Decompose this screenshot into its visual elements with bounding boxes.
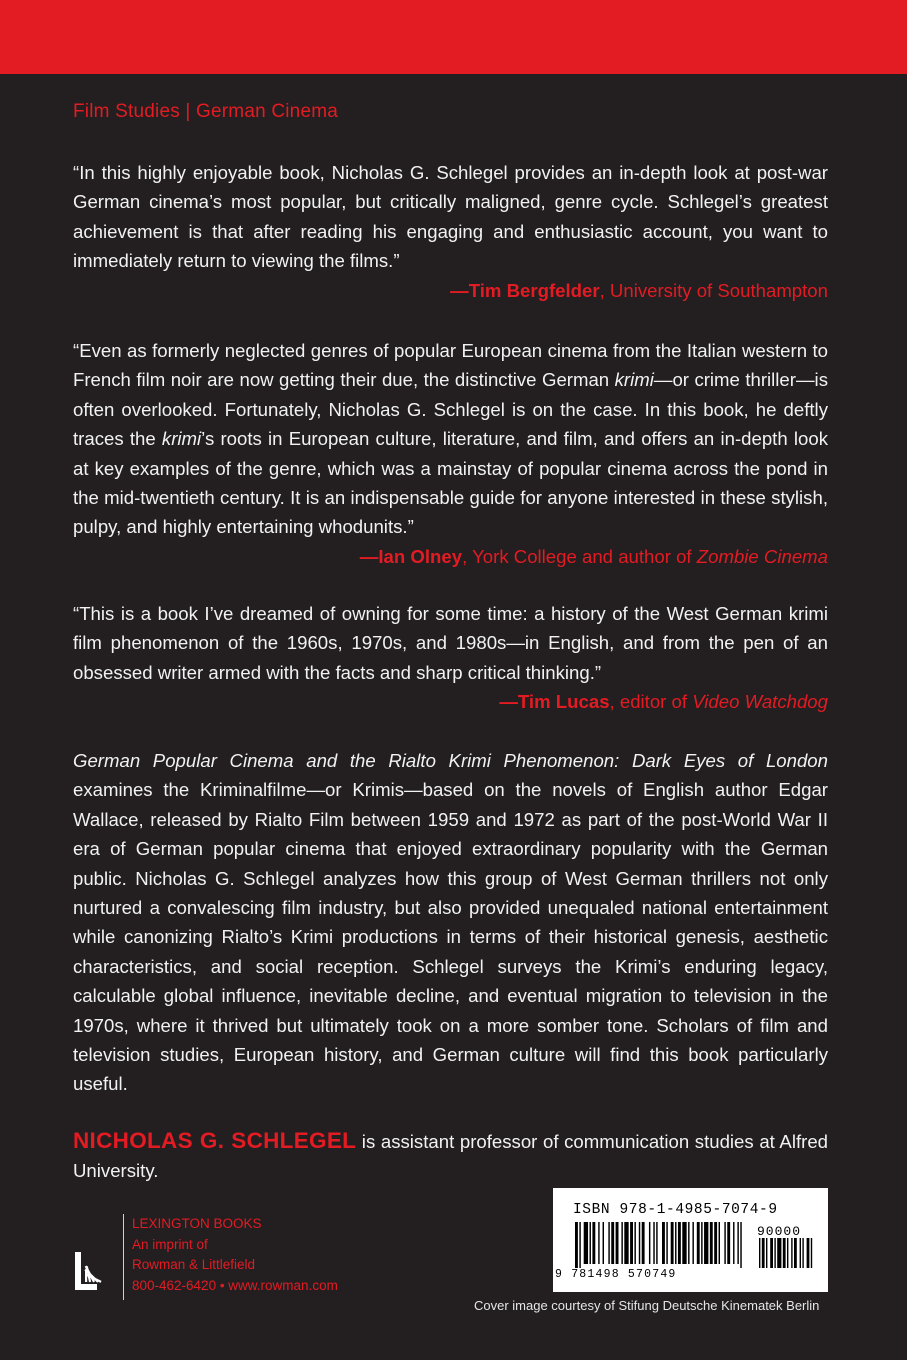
addon-bar	[766, 1238, 767, 1268]
publisher-imprint: An imprint of	[132, 1236, 208, 1252]
endorser-affiliation: , editor of	[609, 691, 693, 713]
barcode-bar	[656, 1222, 657, 1264]
endorser-name: —Ian Olney	[359, 545, 463, 567]
barcode-bar	[649, 1222, 650, 1264]
endorsement-quote-1	[73, 158, 828, 305]
barcode-bar	[675, 1222, 676, 1264]
barcode-bar	[701, 1222, 702, 1264]
barcode-bar	[630, 1222, 633, 1264]
barcode-bar	[603, 1222, 604, 1264]
barcode-bar	[642, 1222, 645, 1264]
addon-bar	[791, 1238, 792, 1268]
barcode-bar	[579, 1222, 580, 1268]
addon-bar	[807, 1238, 810, 1268]
barcode-bar	[727, 1222, 730, 1264]
barcode-bar	[639, 1222, 640, 1264]
barcode-bar	[634, 1222, 635, 1264]
addon-bar	[762, 1238, 765, 1268]
quote-attribution	[73, 687, 828, 716]
endorser-name: —Tim Lucas	[499, 691, 610, 713]
quote-attribution	[73, 276, 828, 305]
quote-text: “Even as formerly neglected genres of popular European cinema from the Italian western to French film noir are now getting their due, the distinctive German krimi—or crime thriller—is often overlooked. Fortunately, Nicholas G. Schlegel is on the case. In this book, he deftly traces the krimi’s roots in European culture, literature, and film, and offers an in-depth look at key examples of the genre, which was a mainstay of popular cinema across the pond in the mid-twentieth century. It is an indispensable guide for anyone interested in these stylish, pulpy, and highly entertaining whodunits.”	[73, 340, 828, 538]
barcode-bar	[737, 1222, 738, 1264]
barcode-bar	[678, 1222, 681, 1264]
barcode-bar	[608, 1222, 609, 1264]
quote-attribution	[73, 542, 828, 571]
isbn-text: ISBN 978-1-4985-7074-9	[573, 1202, 778, 1218]
top-red-band	[0, 0, 907, 74]
author-name: NICHOLAS G. SCHLEGEL	[73, 1128, 357, 1153]
addon-bar	[770, 1238, 773, 1268]
endorsement-quote-2	[73, 336, 828, 571]
barcode-bar	[740, 1222, 741, 1268]
barcode-bar	[692, 1222, 693, 1264]
barcode-bar	[714, 1222, 717, 1264]
addon-digits: 90000	[757, 1224, 802, 1239]
barcode-bar	[575, 1222, 578, 1268]
barcode-bar	[719, 1222, 720, 1264]
ean-digits: 9 781498 570749	[555, 1268, 677, 1281]
addon-bar	[787, 1238, 788, 1268]
barcode-bar	[662, 1222, 665, 1264]
addon-bar	[783, 1238, 786, 1268]
barcode-bar	[616, 1222, 619, 1264]
addon-bar	[811, 1238, 812, 1268]
author-bio-text: is assistant professor of communication studies at Alfred University.	[73, 1131, 828, 1182]
barcode-bar	[624, 1222, 628, 1264]
barcode-bar	[697, 1222, 700, 1264]
cover-credit: Cover image courtesy of Stifung Deutsche Kinematek Berlin	[474, 1298, 820, 1313]
barcode-bar	[733, 1222, 734, 1264]
publisher-name: LEXINGTON BOOKS	[132, 1216, 262, 1231]
addon-bar	[800, 1238, 801, 1268]
barcode-bar	[671, 1222, 674, 1264]
quote-text: “In this highly enjoyable book, Nicholas G. Schlegel provides an in-depth look at post-war German cinema’s most popular, but critically maligned, genre cycle. Schlegel’s greatest achievement is that after reading his engaging and enthusiastic account, you want to immediately return to viewing the films.”	[73, 162, 828, 272]
endorser-affiliation: , York College and author of	[462, 545, 697, 567]
book-description	[73, 746, 828, 1099]
addon-bar	[802, 1238, 803, 1268]
barcode-bar	[724, 1222, 725, 1264]
addon-bar	[759, 1238, 760, 1268]
endorsement-quote-3	[73, 599, 828, 717]
barcode-bar	[590, 1222, 591, 1264]
category-label: Film Studies | German Cinema	[73, 101, 339, 122]
barcode-bar	[584, 1222, 588, 1264]
publisher-block	[73, 1210, 353, 1300]
publisher-contact: 800-462-6420 • www.rowman.com	[132, 1277, 338, 1293]
barcode-bar	[592, 1222, 595, 1264]
barcode-bar	[710, 1222, 713, 1264]
publisher-logo-icon	[73, 1232, 111, 1292]
publisher-divider	[123, 1214, 124, 1300]
isbn-barcode	[553, 1188, 828, 1292]
barcode-bar	[653, 1222, 654, 1264]
endorser-work: Video Watchdog	[692, 691, 828, 713]
barcode-bar	[621, 1222, 622, 1264]
description-body: examines the Kriminalfilme—or Krimis—based on the novels of English author Edgar Wallace, released by Rialto Film between 1959 and 1972 as part of the post-World War II era of German popular cinema that enjoyed extraordinary popularity with the German public. Nicholas G. Schlegel analyzes how this group of West German thrillers not only nurtured a convalescing film industry, but also provided unequaled national entertainment while canonizing Rialto’s Krimi productions in terms of their historical genesis, aesthetic characteristics, and social reception. Schlegel surveys the Krimi’s enduring legacy, calculable global influence, inevitable decline, and eventual migration to television in the 1970s, where it thrived but ultimately took on a more somber tone. Scholars of film and television studies, European history, and German culture will find this book particularly useful.	[73, 779, 828, 1095]
endorser-work: Zombie Cinema	[696, 545, 828, 567]
barcode-bar	[611, 1222, 614, 1264]
barcode-bar	[682, 1222, 686, 1264]
quote-text: “This is a book I’ve dreamed of owning for some time: a history of the West German krimi film phenomenon of the 1960s, 1970s, and 1980s—in English, and from the pen of an obsessed writer armed with the facts and sharp critical thinking.”	[73, 603, 828, 683]
addon-bar	[777, 1238, 781, 1268]
barcode-bar	[666, 1222, 667, 1264]
addon-bar	[794, 1238, 797, 1268]
publisher-text	[132, 1214, 338, 1296]
barcode-bar	[688, 1222, 689, 1264]
barcode-bar	[598, 1222, 599, 1264]
publisher-parent: Rowman & Littlefield	[132, 1257, 256, 1272]
endorser-affiliation: , University of Southampton	[599, 279, 828, 301]
book-title: German Popular Cinema and the Rialto Krimi Phenomenon: Dark Eyes of London	[73, 750, 828, 771]
endorser-name: —Tim Bergfelder	[450, 279, 600, 301]
author-bio	[73, 1126, 828, 1186]
addon-bar	[774, 1238, 775, 1268]
barcode-bar	[704, 1222, 708, 1264]
